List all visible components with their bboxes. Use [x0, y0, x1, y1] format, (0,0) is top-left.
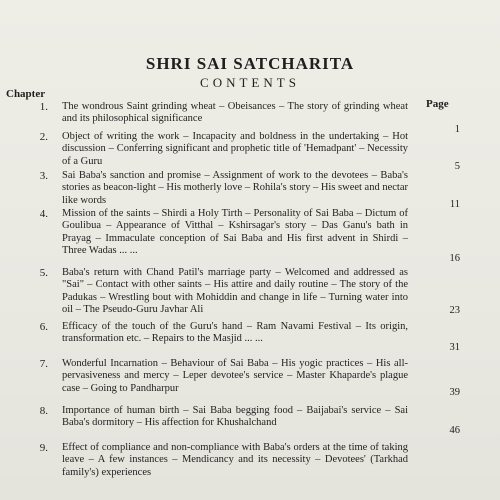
page-number: 16 — [449, 253, 460, 264]
page-number: 31 — [449, 342, 460, 353]
chapter-number: 5. — [39, 267, 48, 279]
chapter-number: 8. — [39, 405, 48, 417]
chapter-description: Sai Baba's sanction and promise – Assignment of work to the devotees – Baba's stories as beacon-light – His motherly love – Rohila's story – His sweet and nectar like words — [62, 170, 408, 206]
page-column-header: Page — [426, 98, 449, 110]
chapter-description: Object of writing the work – Incapacity and boldness in the undertaking – Hot discussion – Conferring significant and prophetic title of 'Hemadpant' – Necessity of a Guru — [62, 131, 408, 167]
chapter-number: 1. — [39, 101, 48, 113]
contents-heading: CONTENTS — [200, 75, 300, 90]
chapter-description: Mission of the saints – Shirdi a Holy Tirth – Personality of Sai Baba – Dictum of Goulibua – Appearance of Vitthal – Kshirsagar's story – Das Ganu's bath in Prayag – Immaculate conception of Sai Baba and His first advent in Shirdi – Three Wadas ... ... — [62, 208, 408, 256]
chapter-number: 2. — [39, 131, 48, 143]
page-number: 11 — [449, 199, 460, 210]
page-number: 1 — [454, 124, 460, 135]
chapter-number: 4. — [39, 208, 48, 220]
chapter-number: 7. — [39, 358, 48, 370]
chapter-description: Importance of human birth – Sai Baba begging food – Baijabai's service – Sai Baba's dormitory – His affection for Khushalchand — [62, 405, 408, 429]
chapter-description: The wondrous Saint grinding wheat – Obeisances – The story of grinding wheat and its philosophical significance — [62, 101, 408, 125]
chapter-description: Efficacy of the touch of the Guru's hand – Ram Navami Festival – Its origin, transformation etc. – Repairs to the Masjid ... ... — [62, 321, 408, 345]
chapter-description: Wonderful Incarnation – Behaviour of Sai Baba – His yogic practices – His all-pervasiveness and mercy – Leper devotee's service – Master Khaparde's plague case – Going to Pandharpur — [62, 358, 408, 394]
page-number: 46 — [449, 425, 460, 436]
page-number: 5 — [454, 161, 460, 172]
book-title: SHRI SAI SATCHARITA — [145, 54, 355, 73]
page-number: 39 — [449, 387, 460, 398]
page-number: 23 — [449, 305, 460, 316]
chapter-description: Baba's return with Chand Patil's marriage party – Welcomed and addressed as "Sai" – Contact with other saints – His attire and daily routine – The story of the Padukas – Wrestling bout with Mohiddin and change in life – Turning water into oil – The Pseudo-Guru Javhar Ali — [62, 267, 408, 315]
chapter-description: Effect of compliance and non-compliance with Baba's orders at the time of taking leave – A few instances – Mendicancy and its necessity – Devotees' (Tarkhad family's) experiences — [62, 442, 408, 478]
chapter-column-header: Chapter — [6, 88, 46, 100]
chapter-number: 6. — [39, 321, 48, 333]
chapter-number: 3. — [39, 170, 48, 182]
chapter-number: 9. — [39, 442, 48, 454]
